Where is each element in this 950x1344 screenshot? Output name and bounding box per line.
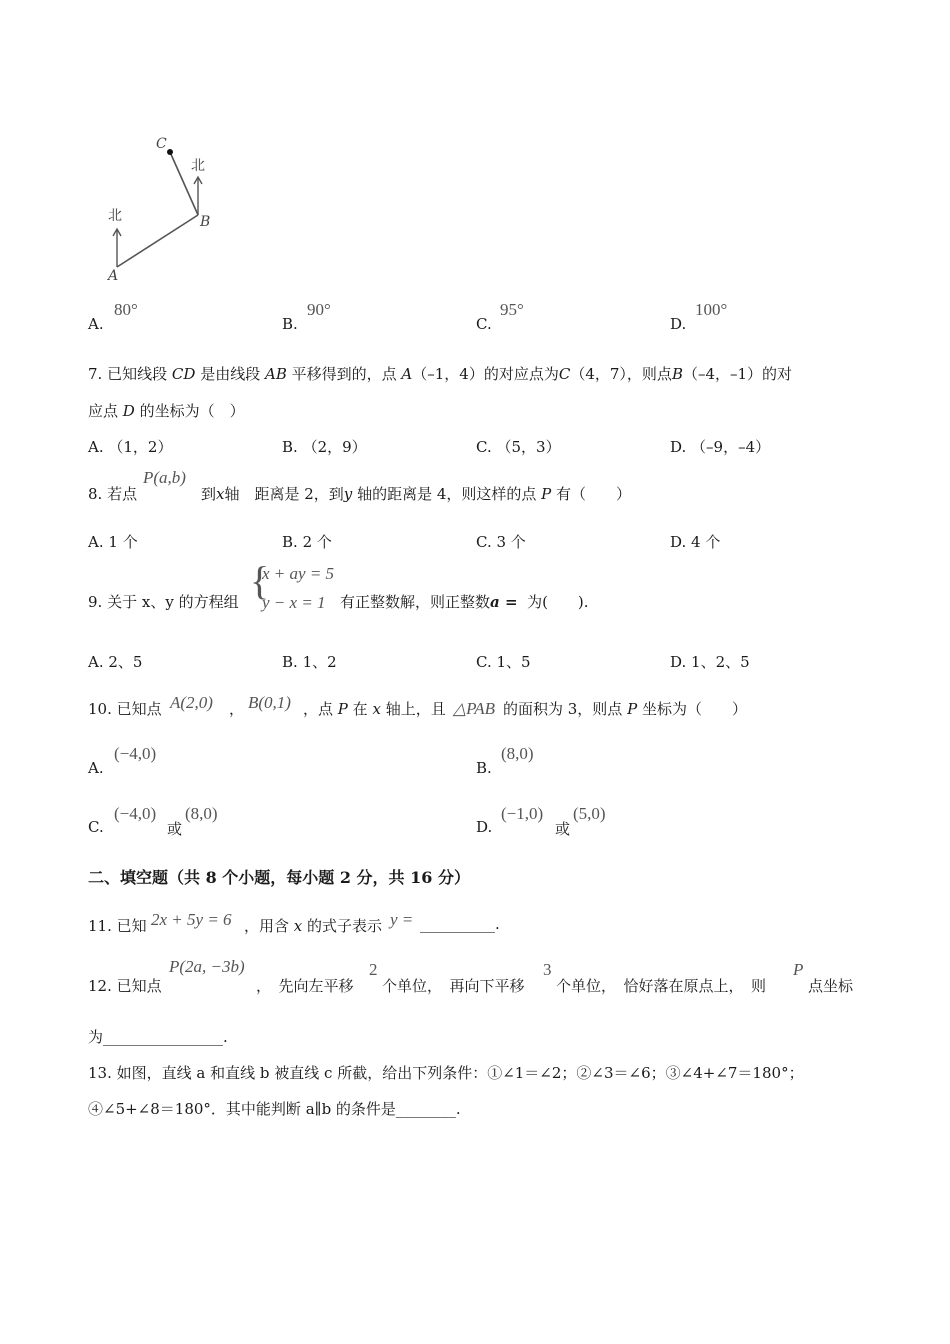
q10-option-c-value2: (8,0) — [185, 804, 218, 823]
q8-text: 到x轴 距离是 2，到y 轴的距离是 4，则这样的点 P 有（ ） — [201, 485, 632, 503]
q6-option-d-value: 100° — [695, 300, 728, 319]
section-title: 二、填空题（共 8 个小题，每小题 2 分，共 16 分） — [88, 868, 470, 887]
north-label-a: 北 — [108, 208, 122, 224]
q7-option-d: D. （–9，–4） — [670, 438, 771, 456]
q8-num-lead: 8. 若点 — [88, 485, 138, 503]
q9-option-a: A. 2、5 — [88, 653, 143, 671]
q10-triangle: △PAB — [453, 699, 496, 718]
q8-option-c: C. 3 个 — [476, 533, 526, 551]
q10-text2: 的面积为 3，则点 P 坐标为（ ） — [503, 700, 747, 718]
q10-point-b: B(0,1) — [248, 693, 291, 712]
q8-option-b: B. 2 个 — [282, 533, 332, 551]
q9-option-b: B. 1、2 — [282, 653, 337, 671]
q10-option-d-value1: (−1,0) — [501, 804, 544, 823]
q7-option-a: A. （1，2） — [88, 438, 173, 456]
q9-option-c: C. 1、5 — [476, 653, 531, 671]
q12-lead: 12. 已知点 — [88, 977, 162, 995]
q8-option-d: D. 4 个 — [670, 533, 721, 551]
q10-option-a-value: (−4,0) — [114, 744, 157, 763]
label-c: C — [156, 136, 167, 152]
q10-option-a-letter: A. — [88, 759, 104, 777]
q10-text1: ，点 P 在 x 轴上，且 — [303, 700, 446, 718]
q10-point-a: A(2,0) — [170, 693, 213, 712]
q7-line1: 7. 已知线段 CD 是由线段 AB 平移得到的，点 A（–1，4）的对应点为C（4，7），则点B（–4，–1）的对 — [88, 365, 793, 383]
q12-text4: 点坐标 — [808, 977, 854, 995]
q9-eq2: y − x = 1 — [262, 593, 326, 612]
q13-line2: ④∠5+∠8＝180°．其中能判断 a∥b 的条件是________. — [88, 1100, 461, 1118]
q10-option-d-or: 或 — [555, 820, 571, 838]
q11-text: ，用含 x 的式子表示 — [244, 917, 383, 935]
q10-comma: ， — [229, 700, 245, 718]
q10-option-b-value: (8,0) — [501, 744, 534, 763]
q10-option-b-letter: B. — [476, 759, 492, 777]
q8-point: P(a,b) — [143, 468, 186, 487]
q6-option-a-letter: A. — [88, 315, 104, 333]
q10-option-c-or: 或 — [167, 820, 183, 838]
q6-option-c-value: 95° — [500, 300, 524, 319]
q6-option-b-value: 90° — [307, 300, 331, 319]
q8-option-a: A. 1 个 — [88, 533, 138, 551]
q10-lead: 10. 已知点 — [88, 700, 162, 718]
q6-option-d-letter: D. — [670, 315, 687, 333]
q12-text3: 个单位， 恰好落在原点上， 则 — [556, 977, 767, 995]
q9-eq1: x + ay = 5 — [262, 564, 335, 583]
q12-text2: 个单位， 再向下平移 — [382, 977, 525, 995]
q6-option-a-value: 80° — [114, 300, 138, 319]
q12-line2: 为________________. — [88, 1028, 228, 1046]
q7-line2: 应点 D 的坐标为（ ） — [88, 402, 245, 420]
q12-three: 3 — [543, 960, 552, 979]
label-b: B — [200, 214, 211, 230]
q7-option-c: C. （5，3） — [476, 438, 561, 456]
segment-ab — [117, 215, 198, 267]
q9-lead: 9. 关于 x、y 的方程组 — [88, 593, 239, 611]
north-label-b: 北 — [191, 158, 205, 174]
q9-text: 有正整数解，则正整数a = 为( ). — [340, 593, 589, 611]
q11-lead: 11. 已知 — [88, 917, 147, 935]
label-a: A — [108, 268, 119, 284]
q6-option-b-letter: B. — [282, 315, 298, 333]
system-brace: { — [250, 558, 270, 603]
q7-option-b: B. （2，9） — [282, 438, 367, 456]
point-c-dot — [167, 149, 173, 155]
q11-equation: 2x + 5y = 6 — [151, 910, 232, 929]
q12-p: P — [793, 960, 804, 979]
q9-option-d: D. 1、2、5 — [670, 653, 750, 671]
q10-option-d-value2: (5,0) — [573, 804, 606, 823]
q12-two: 2 — [369, 960, 378, 979]
q13-line1: 13. 如图，直线 a 和直线 b 被直线 c 所截，给出下列条件：①∠1＝∠2；②∠3＝∠6；③∠4+∠7＝180°； — [88, 1064, 804, 1082]
q6-option-c-letter: C. — [476, 315, 492, 333]
q12-text1: ， 先向左平移 — [256, 977, 354, 995]
q12-point: P(2a, −3b) — [169, 957, 245, 976]
q10-option-c-letter: C. — [88, 818, 104, 836]
q11-y: y = — [390, 910, 414, 929]
q10-option-c-value1: (−4,0) — [114, 804, 157, 823]
q10-option-d-letter: D. — [476, 818, 493, 836]
q11-blank: __________. — [420, 915, 500, 933]
